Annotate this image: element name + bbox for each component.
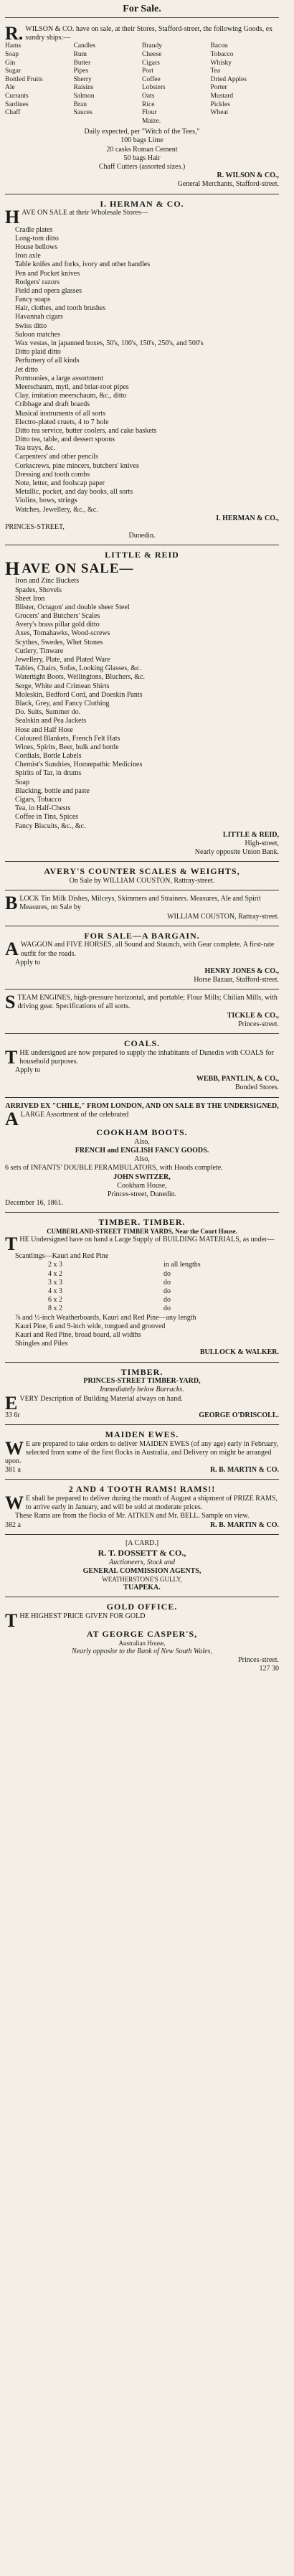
goods-item: Tobacco bbox=[210, 51, 234, 59]
ad-title: MAIDEN EWES. bbox=[105, 1429, 179, 1440]
ad-number: 381 a bbox=[5, 1466, 21, 1475]
list-item: House bellows bbox=[15, 243, 58, 251]
list-item: Black, Grey, and Fancy Clothing bbox=[15, 699, 110, 708]
goods-item: Sugar bbox=[5, 67, 22, 75]
list-item: Scythes, Swedes, Whet Stones bbox=[15, 638, 103, 647]
drop-initial: H bbox=[5, 558, 20, 579]
ad-card bbox=[5, 1535, 279, 1597]
gold-line: Princes-street. bbox=[238, 1655, 279, 1664]
ad-coals bbox=[5, 1034, 279, 1098]
scantling-note: do bbox=[163, 1305, 171, 1313]
ad-maiden-ewes bbox=[5, 1425, 279, 1480]
signature: GEORGE O'DRISCOLL. bbox=[199, 1411, 279, 1419]
goods-item bbox=[74, 118, 143, 126]
list-item: Havannah cigars bbox=[15, 313, 63, 321]
goods-item: Pickles bbox=[210, 100, 230, 108]
list-item: Perfumery of all kinds bbox=[15, 357, 80, 365]
card-line: TUAPEKA. bbox=[123, 1584, 161, 1592]
scantlings-list bbox=[5, 1261, 279, 1313]
list-item: Jewellery, Plate, and Plated Ware bbox=[15, 656, 110, 664]
list-item: Meerschaum, mytl, and briar-root pipes bbox=[15, 382, 129, 391]
list-item: Saloon matches bbox=[15, 330, 61, 339]
list-item: Cradle plates bbox=[15, 225, 53, 234]
signature: I. HERMAN & CO., bbox=[216, 514, 279, 522]
scantling-size: 3 x 3 bbox=[48, 1278, 62, 1287]
list-item: Swiss ditto bbox=[15, 321, 47, 330]
gold-line: Nearly opposite to the Bank of New South Wales, bbox=[71, 1647, 212, 1655]
list-item: Wines, Spirits, Beer, bulk and bottle bbox=[15, 743, 119, 751]
ad-title: ARRIVED EX "CHILE," FROM LONDON, AND ON SALE BY THE UNDERSIGNED, bbox=[5, 1101, 279, 1110]
goods-item bbox=[5, 118, 74, 126]
list-item: Ditto tea, table, and dessert spoons bbox=[15, 436, 115, 444]
apply-to: Apply to bbox=[15, 1066, 41, 1075]
goods-item: Whisky bbox=[210, 59, 232, 67]
ad-timber-princes bbox=[5, 1363, 279, 1426]
list-item: Fancy soaps bbox=[15, 296, 51, 304]
goods-item: Raisins bbox=[73, 84, 94, 92]
table-row bbox=[5, 1305, 279, 1313]
drop-initial: S bbox=[5, 992, 16, 1013]
card-label: [A CARD.] bbox=[125, 1538, 159, 1547]
card-line: GENERAL COMMISSION AGENTS, bbox=[82, 1566, 201, 1575]
goods-item: Lobsters bbox=[142, 84, 166, 92]
goods-list bbox=[5, 42, 279, 126]
goods-list bbox=[5, 577, 279, 830]
drop-initial: E bbox=[5, 1392, 18, 1414]
card-line: Auctioneers, Stock and bbox=[109, 1558, 175, 1566]
ad-steam bbox=[5, 989, 279, 1034]
signature-address: Bonded Stores. bbox=[234, 1083, 279, 1092]
timber-line: Kauri and Red Pine, broad board, all widths bbox=[15, 1330, 141, 1339]
list-item: Long-tom ditto bbox=[15, 234, 59, 243]
list-item: Watertight Boots, Wellingtons, Bluchers, &c. bbox=[15, 673, 145, 682]
goods-item: Cigars bbox=[142, 59, 160, 67]
ad-number: 33 6r bbox=[5, 1411, 20, 1419]
list-item: Ditto plaid ditto bbox=[15, 348, 61, 357]
ad-bargain bbox=[5, 926, 279, 990]
table-row bbox=[5, 1279, 279, 1287]
list-item: Grocers' and Butchers' Scales bbox=[15, 612, 100, 621]
ad-body: LARGE Assortment of the celebrated bbox=[20, 1110, 129, 1119]
ad-subtitle-2: Immediately below Barracks. bbox=[100, 1386, 184, 1394]
ad-title: COALS. bbox=[123, 1038, 161, 1049]
expected-item: 100 bags Lime bbox=[120, 136, 163, 145]
goods-item: Rice bbox=[142, 100, 155, 108]
ad-block-tin bbox=[5, 890, 279, 926]
list-item: Watches, Jewellery, &c., &c. bbox=[15, 505, 98, 514]
expected-item: Chaff Cutters (assorted sizes.) bbox=[98, 162, 186, 171]
ad-intro: WILSON & CO. have on sale, at their Stores, Stafford-street, the following Goods, ex sundry ships:— bbox=[25, 25, 273, 42]
table-row bbox=[5, 1270, 279, 1279]
ad-title: LITTLE & REID bbox=[105, 550, 179, 560]
list-item: Blister, Octagon' and double sheer Steel bbox=[15, 603, 130, 611]
scantling-note: do bbox=[163, 1296, 171, 1305]
goods-item: Oats bbox=[142, 92, 155, 100]
scantling-size: 2 x 3 bbox=[48, 1261, 62, 1269]
list-item: Serge, White and Crimean Shirts bbox=[15, 682, 110, 690]
goods-item: Sherry bbox=[73, 75, 92, 83]
scantling-size: 4 x 2 bbox=[48, 1269, 62, 1278]
signature: R. B. MARTIN & CO. bbox=[209, 1466, 279, 1475]
goods-item: Sauces bbox=[73, 109, 93, 117]
list-item: Jet ditto bbox=[15, 365, 38, 374]
signature: BULLOCK & WALKER. bbox=[199, 1348, 279, 1357]
goods-item: Candles bbox=[73, 42, 96, 50]
list-item: Portmonies, a large assortment bbox=[15, 374, 104, 382]
card-line: WEATHERSTONE'S GULLY, bbox=[102, 1576, 182, 1584]
goods-item: Mustard bbox=[210, 92, 234, 100]
signature-street: PRINCES-STREET, bbox=[5, 522, 65, 531]
signature-house: Cookham House, bbox=[117, 1181, 167, 1190]
list-item: Rodgers' razors bbox=[15, 278, 60, 286]
list-item: Blacking, bottle and paste bbox=[15, 786, 90, 795]
signature: R. B. MARTIN & CO. bbox=[209, 1520, 279, 1529]
list-item: Table knifes and forks, ivory and other handles bbox=[15, 260, 151, 269]
drop-initial: H bbox=[5, 207, 20, 228]
list-item: Metallic, pocket, and day books, all sorts bbox=[15, 488, 133, 497]
signature-address: Princes-street, Dunedin. bbox=[107, 1190, 177, 1198]
ad-number: 127 30 bbox=[259, 1665, 279, 1673]
ad-title: FOR SALE—A BARGAIN. bbox=[84, 930, 200, 941]
goods-item: Sardines bbox=[5, 100, 29, 108]
goods-item: Butter bbox=[73, 59, 91, 67]
goods-item: Pipes bbox=[73, 67, 89, 75]
ad-little-reid bbox=[5, 545, 279, 862]
drop-initial: T bbox=[5, 1233, 18, 1254]
list-item: Coffee in Tins, Spices bbox=[15, 813, 79, 822]
signature: TICKLE & CO., bbox=[227, 1011, 279, 1020]
ad-herman bbox=[5, 194, 279, 546]
ad-rams bbox=[5, 1480, 279, 1534]
goods-item: Port bbox=[142, 67, 153, 75]
goods-item: Maize. bbox=[142, 117, 161, 125]
timber-line: Shingles and Piles bbox=[15, 1340, 68, 1348]
ad-body: HE HIGHEST PRICE GIVEN FOR GOLD bbox=[19, 1612, 146, 1620]
expected-item: 20 casks Roman Cement bbox=[106, 145, 178, 154]
table-row bbox=[5, 1287, 279, 1296]
list-item: Tea, in Half-Chests bbox=[15, 804, 71, 813]
list-item: Wax vestas, in japanned boxes, 50's, 100's, 150's, 250's, and 500's bbox=[15, 339, 204, 347]
scantling-note: do bbox=[163, 1287, 171, 1296]
signature: HENRY JONES & CO., bbox=[204, 967, 279, 975]
ad-date: December 16, 1861. bbox=[5, 1199, 64, 1208]
goods-item: Chaff bbox=[5, 109, 21, 117]
list-item: Axes, Tomahawks, Wood-screws bbox=[15, 629, 110, 638]
ad-title: TIMBER. bbox=[120, 1366, 163, 1377]
daily-expected: Daily expected, per "Witch of the Tees," bbox=[84, 128, 200, 136]
scantlings-heading: Scantlings—Kauri and Red Pine bbox=[15, 1252, 109, 1261]
goods-item: Coffee bbox=[142, 75, 161, 83]
list-item: Tables, Chairs, Sofas, Looking Glasses, &c. bbox=[15, 664, 141, 673]
signature: LITTLE & REID, bbox=[222, 830, 279, 839]
expected-items bbox=[5, 136, 279, 171]
ad-title: AVERY'S COUNTER SCALES & WEIGHTS, bbox=[44, 866, 240, 877]
ad-body: On Sale by WILLIAM COUSTON, Rattray-street. bbox=[69, 876, 215, 885]
goods-item: Ale bbox=[5, 84, 15, 92]
ad-title: I. HERMAN & CO. bbox=[100, 198, 184, 209]
ad-body: E are prepared to take orders to deliver MAIDEN EWES (of any age) early in February, selected from some of the first flocks in Australia, and Delivery on might be arranged upon. bbox=[5, 1439, 278, 1466]
list-item: Fancy Biscuits, &c., &c. bbox=[15, 822, 86, 830]
drop-initial: B bbox=[5, 893, 18, 914]
goods-item: Soap bbox=[5, 51, 19, 59]
list-item: Note, letter, and foolscap paper bbox=[15, 479, 105, 487]
goods-item: Brandy bbox=[142, 42, 162, 50]
ad-body: HE Undersigned have on hand a Large Supply of BUILDING MATERIALS, as under— bbox=[19, 1235, 275, 1244]
apply-to: Apply to bbox=[15, 958, 41, 967]
ad-body: HE undersigned are now prepared to supply the inhabitants of Dunedin with COALS for household purposes. bbox=[19, 1048, 274, 1066]
list-item: Avery's brass pillar gold ditto bbox=[15, 621, 100, 629]
ad-subtitle: PRINCES-STREET TIMBER-YARD, bbox=[83, 1377, 201, 1386]
gold-line: AT GEORGE CASPER'S, bbox=[86, 1629, 198, 1640]
ad-number: 382 a bbox=[5, 1520, 21, 1529]
list-item: Cigars, Tobacco bbox=[15, 796, 62, 804]
list-item: Pen and Pocket knives bbox=[15, 269, 80, 278]
scantling-size: 4 x 3 bbox=[48, 1287, 62, 1296]
ad-body: VERY Description of Building Material always on hand. bbox=[19, 1394, 183, 1403]
drop-initial: W bbox=[5, 1493, 24, 1514]
scantling-size: 8 x 2 bbox=[48, 1305, 62, 1313]
list-item: Coloured Blankets, French Felt Hats bbox=[15, 734, 120, 743]
ad-intro: AVE ON SALE— bbox=[22, 560, 134, 576]
goods-list bbox=[5, 226, 279, 514]
signature-landmark: Nearly opposite Union Bank. bbox=[194, 848, 279, 857]
goods-item: Porter bbox=[210, 84, 227, 92]
list-item: Dressing and tooth combs bbox=[15, 470, 90, 479]
list-item: Spirits of Tar, in drums bbox=[15, 769, 82, 778]
product-line: COOKHAM BOOTS. bbox=[96, 1127, 188, 1138]
ad-wilson bbox=[5, 21, 279, 194]
goods-item: Bran bbox=[73, 100, 87, 108]
scantling-note: do bbox=[163, 1269, 171, 1278]
list-item: Soap bbox=[15, 778, 29, 786]
list-item: Ditto tea service, butter coolers, and cake baskets bbox=[15, 426, 157, 435]
goods-item: Cheese bbox=[142, 51, 162, 59]
goods-item: Bottled Fruits bbox=[5, 75, 43, 83]
drop-initial: A bbox=[5, 939, 19, 960]
ad-arrived bbox=[5, 1098, 279, 1213]
drop-initial: T bbox=[5, 1609, 18, 1631]
goods-item: Bacon bbox=[210, 42, 228, 50]
list-item: Carpenters' and other pencils bbox=[15, 453, 98, 461]
signature-street: High-street, bbox=[245, 839, 279, 847]
list-item: Field and opera glasses bbox=[15, 286, 82, 295]
list-item: Iron and Zinc Buckets bbox=[15, 577, 80, 586]
list-item: Cordials, Bottle Labels bbox=[15, 752, 82, 761]
goods-item: Currants bbox=[5, 92, 29, 100]
expected-item: 50 bags Hair bbox=[123, 154, 161, 162]
list-item: Tea trays, &c. bbox=[15, 444, 55, 453]
drop-initial: A bbox=[5, 1108, 19, 1129]
ad-title: TIMBER. TIMBER. bbox=[98, 1217, 186, 1228]
goods-item: Wheat bbox=[210, 109, 229, 117]
scantling-size: 6 x 2 bbox=[48, 1296, 62, 1305]
drop-initial: T bbox=[5, 1046, 18, 1068]
signature: R. WILSON & CO., bbox=[217, 171, 279, 180]
gold-line: Australian House, bbox=[118, 1639, 166, 1647]
list-item: Moleskin, Bedford Cord, and Doeskin Pants bbox=[15, 690, 143, 699]
signature-address: Horse Bazaar, Stafford-street. bbox=[194, 976, 279, 984]
signature: WEBB, PANTLIN, & CO., bbox=[196, 1075, 279, 1083]
list-item: Cutlery, Tinware bbox=[15, 647, 64, 655]
ad-body-2: These Rams are from the flocks of Mr. AITKEN and Mr. BELL. Sample on view. bbox=[15, 1512, 250, 1520]
goods-item: Dried Apples bbox=[210, 75, 247, 83]
list-item: Clay, imitation meerschaum, &c., ditto bbox=[15, 392, 127, 400]
table-row bbox=[5, 1296, 279, 1305]
list-item: Hair, clothes, and tooth brushes bbox=[15, 304, 106, 313]
ad-subtitle: CUMBERLAND-STREET TIMBER YARDS, Near the Court House. bbox=[47, 1227, 237, 1235]
signature: JOHN SWITZER, bbox=[113, 1172, 171, 1181]
list-item: Chemist's Sundries, Homœpathic Medicines bbox=[15, 761, 143, 769]
list-item: Iron axle bbox=[15, 252, 41, 260]
section-header: For Sale. bbox=[5, 0, 279, 18]
product-line: 6 sets of INFANTS' DOUBLE PERAMBULATORS, with Hoods complete. bbox=[5, 1164, 223, 1172]
list-item: Cribbage and draft boards bbox=[15, 400, 90, 409]
list-item: Sealskin and Pea Jackets bbox=[15, 717, 87, 725]
ad-gold-office bbox=[5, 1597, 279, 1678]
list-item: Do. Suits, Summer do. bbox=[15, 708, 81, 717]
list-item: Corkscrews, pine mincers, butchers' knives bbox=[15, 461, 139, 470]
list-item: Sheet Iron bbox=[15, 594, 45, 603]
card-name: R. T. DOSSETT & CO., bbox=[98, 1548, 186, 1559]
table-row bbox=[5, 1261, 279, 1269]
ad-body: E shall be prepared to deliver during the month of August a shipment of PRIZE RAMS, to arrive early in January, and will be sold at moderate prices. bbox=[26, 1495, 278, 1512]
goods-item: Flour bbox=[142, 109, 157, 117]
list-item: Spades, Shovels bbox=[15, 586, 62, 594]
goods-item: Hams bbox=[5, 42, 22, 50]
goods-item: Gin bbox=[5, 59, 16, 67]
timber-line: Kauri Pine, 6 and 9-inch wide, tongued and grooved bbox=[15, 1322, 166, 1330]
ad-title: 2 AND 4 TOOTH RAMS! RAMS!! bbox=[68, 1484, 216, 1495]
ad-body: WAGGON and FIVE HORSES, all Sound and Staunch, with Gear complete. A first-rate outfit for the roads. bbox=[20, 941, 275, 958]
also-text: Also, bbox=[134, 1137, 150, 1146]
signature-town: Dunedin. bbox=[128, 532, 156, 540]
ad-body: LOCK Tin Milk Dishes, Milceys, Skimmers and Strainers. Measures, Ale and Spirit Measures, on Sale by bbox=[19, 895, 261, 912]
ad-body: TEAM ENGINES, high-pressure horizontal, and portable; Flour Mills; Chilian Mills, with driving gear. Specifications of all sorts. bbox=[17, 994, 278, 1011]
signature: WILLIAM COUSTON, Rattray-street. bbox=[167, 912, 279, 921]
goods-item: Rum bbox=[73, 51, 87, 59]
drop-initial: R. bbox=[5, 23, 24, 44]
scantling-note: in all lengths bbox=[163, 1261, 201, 1269]
also-text: Also, bbox=[134, 1155, 150, 1164]
ad-avery bbox=[5, 862, 279, 890]
list-item: Electro-plated cruets, 4 to 7 hole bbox=[15, 418, 109, 426]
list-item: Musical instruments of all sorts bbox=[15, 409, 106, 418]
signature-address: Princes-street. bbox=[238, 1020, 279, 1028]
product-line: FRENCH and ENGLISH FANCY GOODS. bbox=[75, 1146, 209, 1155]
signature-address: General Merchants, Stafford-street. bbox=[177, 180, 279, 189]
goods-item: Tea bbox=[210, 67, 221, 75]
ad-title: GOLD OFFICE. bbox=[106, 1602, 178, 1612]
ad-timber-cumberland bbox=[5, 1213, 279, 1362]
list-item: Violins, bows, strings bbox=[15, 497, 77, 505]
scantling-note: do bbox=[163, 1278, 171, 1287]
ad-intro: AVE ON SALE at their Wholesale Stores— bbox=[22, 209, 148, 217]
timber-line: ⅞ and ½-inch Weatherboards, Kauri and Red Pine—any length bbox=[15, 1313, 196, 1322]
list-item: Hose and Half Hose bbox=[15, 725, 73, 734]
drop-initial: W bbox=[5, 1437, 24, 1459]
goods-item: Salmon bbox=[73, 92, 95, 100]
